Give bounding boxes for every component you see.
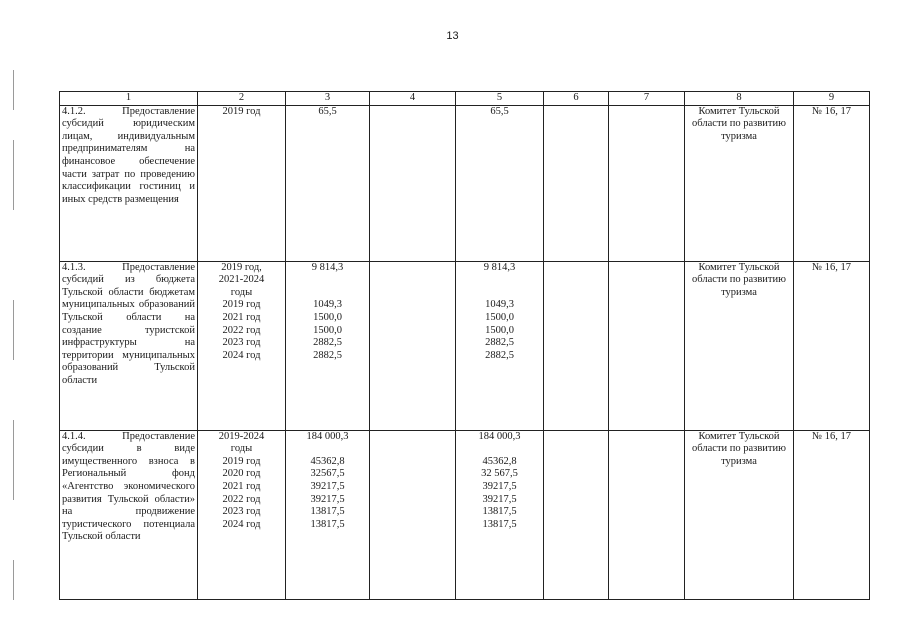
executor-cell: Комитет Тульской области по развитию туризма — [685, 430, 794, 599]
measure-name: 4.1.2. Предоставление субсидий юридическим лицам, индивидуальным предпринимателям на финансовое обеспечение части затрат по проведению классификации гостиниц и иных средств размещения — [60, 105, 198, 261]
column-7-cell — [609, 105, 685, 261]
period-line: 2024 год — [222, 518, 261, 530]
table-row — [60, 261, 870, 430]
table-row — [60, 430, 870, 599]
indicators-cell: № 16, 17 — [794, 261, 870, 430]
measure-name: 4.1.3. Предоставление субсидий из бюджета Тульской области бюджетам муниципальных образований Тульской области на создание туристской инфраструктуры на территории муниципальных образований Тульской области — [60, 261, 198, 430]
column-header: 2 — [198, 92, 286, 106]
period-line: 2019 год — [222, 105, 261, 117]
amount-line: 39217,5 — [482, 493, 517, 505]
amount-spacer — [288, 443, 367, 456]
plan-table — [59, 91, 870, 600]
period-cell — [198, 105, 286, 261]
column-6-cell — [544, 430, 609, 599]
total-amount-cell — [286, 105, 370, 261]
amount-line: 1500,0 — [313, 311, 342, 323]
amount-line: 13817,5 — [310, 506, 345, 518]
period-line: 2020 год — [222, 468, 261, 480]
amount-line: 13817,5 — [482, 506, 517, 518]
amount-spacer — [288, 274, 367, 287]
period-line: 2023 год — [222, 337, 261, 349]
amount-line: 1500,0 — [485, 311, 514, 323]
amount-line: 65,5 — [318, 105, 337, 117]
amount-line: 2882,5 — [313, 349, 342, 361]
period-line: 2024 год — [222, 349, 261, 361]
period-line: 2019 год — [222, 299, 261, 311]
amount-line: 184 000,3 — [306, 430, 349, 442]
scan-margin-mark — [13, 560, 14, 600]
column-6-cell — [544, 105, 609, 261]
amount-line: 1500,0 — [313, 324, 342, 336]
scan-margin-mark — [13, 420, 14, 500]
column-number-row — [60, 92, 870, 106]
column-header: 7 — [609, 92, 685, 106]
amount-spacer — [458, 274, 541, 287]
scan-margin-mark — [13, 300, 14, 360]
period-line: годы — [230, 443, 253, 455]
period-line: 2019 год, — [221, 261, 262, 273]
total-amount-cell — [286, 430, 370, 599]
period-line: годы — [230, 286, 253, 298]
period-cell — [198, 261, 286, 430]
amount-line: 32567,5 — [310, 468, 345, 480]
page-number: 13 — [446, 30, 459, 42]
amount-line: 65,5 — [490, 105, 509, 117]
column-7-cell — [609, 261, 685, 430]
period-line: 2021 год — [222, 480, 261, 492]
period-line: 2023 год — [222, 506, 261, 518]
column-header: 6 — [544, 92, 609, 106]
amount-spacer — [458, 287, 541, 300]
column-header: 9 — [794, 92, 870, 106]
column-header: 1 — [60, 92, 198, 106]
table-row — [60, 105, 870, 261]
measure-name: 4.1.4. Предоставление субсидии в виде имущественного взноса в Региональный фонд «Агентство экономического развития Тульской области» на продвижение туристического потенциала Тульской области — [60, 430, 198, 599]
period-line: 2019 год — [222, 455, 261, 467]
amount-line: 45362,8 — [482, 455, 517, 467]
regional-amount-cell — [456, 105, 544, 261]
amount-line: 1049,3 — [485, 299, 514, 311]
amount-line: 13817,5 — [482, 518, 517, 530]
amount-line: 184 000,3 — [478, 430, 521, 442]
amount-line: 1500,0 — [485, 324, 514, 336]
period-line: 2022 год — [222, 493, 261, 505]
regional-amount-cell — [456, 430, 544, 599]
executor-cell: Комитет Тульской области по развитию туризма — [685, 105, 794, 261]
executor-cell: Комитет Тульской области по развитию туризма — [685, 261, 794, 430]
column-7-cell — [609, 430, 685, 599]
column-header: 3 — [286, 92, 370, 106]
indicators-cell: № 16, 17 — [794, 430, 870, 599]
column-4-cell — [370, 261, 456, 430]
amount-line: 13817,5 — [310, 518, 345, 530]
period-line: 2019-2024 — [218, 430, 265, 442]
column-4-cell — [370, 430, 456, 599]
period-line: 2021-2024 — [218, 274, 265, 286]
column-4-cell — [370, 105, 456, 261]
column-header: 8 — [685, 92, 794, 106]
amount-line: 1049,3 — [313, 299, 342, 311]
amount-line: 9 814,3 — [311, 261, 344, 273]
amount-line: 2882,5 — [485, 337, 514, 349]
amount-line: 32 567,5 — [481, 468, 518, 480]
period-line: 2022 год — [222, 324, 261, 336]
total-amount-cell — [286, 261, 370, 430]
amount-line: 39217,5 — [310, 480, 345, 492]
scan-margin-mark — [13, 70, 14, 110]
period-cell — [198, 430, 286, 599]
scan-margin-mark — [13, 140, 14, 210]
regional-amount-cell — [456, 261, 544, 430]
column-header: 5 — [456, 92, 544, 106]
amount-line: 45362,8 — [310, 455, 345, 467]
column-header: 4 — [370, 92, 456, 106]
amount-line: 39217,5 — [482, 480, 517, 492]
amount-line: 39217,5 — [310, 493, 345, 505]
indicators-cell: № 16, 17 — [794, 105, 870, 261]
column-6-cell — [544, 261, 609, 430]
amount-line: 9 814,3 — [483, 261, 516, 273]
amount-line: 2882,5 — [313, 337, 342, 349]
amount-line: 2882,5 — [485, 349, 514, 361]
amount-spacer — [288, 287, 367, 300]
period-line: 2021 год — [222, 311, 261, 323]
amount-spacer — [458, 443, 541, 456]
